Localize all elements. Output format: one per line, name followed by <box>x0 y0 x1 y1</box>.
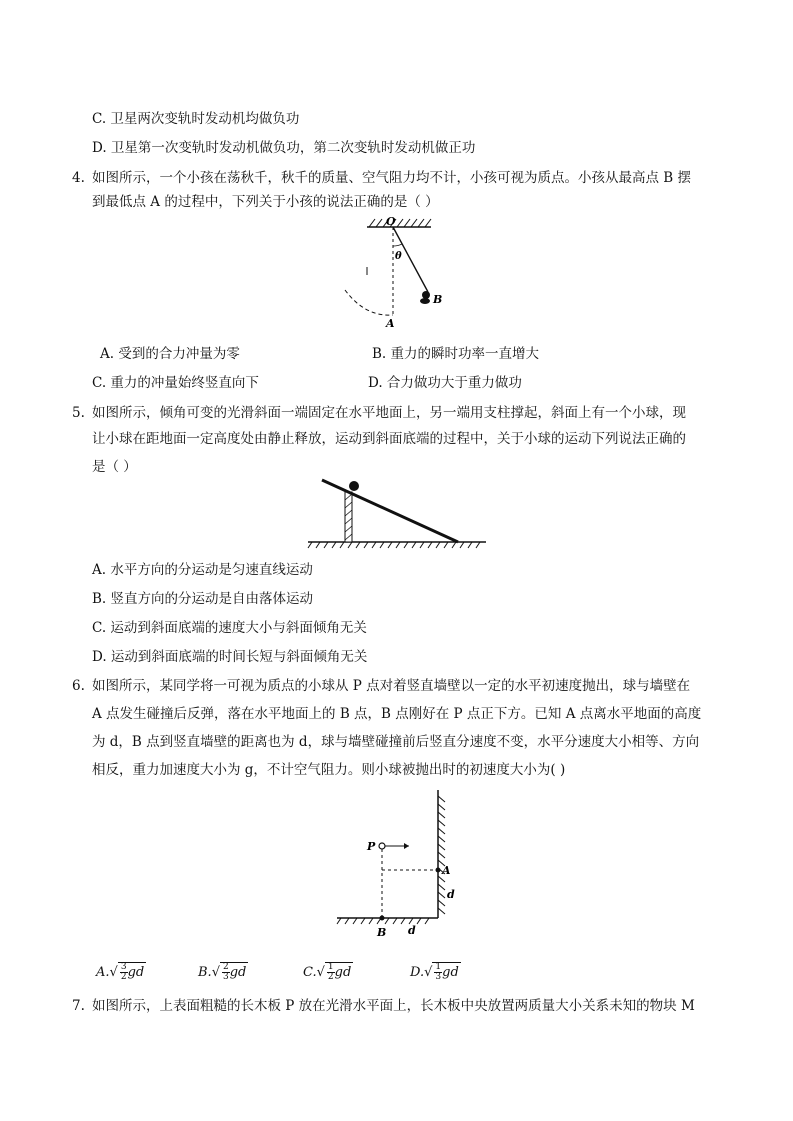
q5-option-c: C. 运动到斜面底端的速度大小与斜面倾角无关 <box>92 620 367 636</box>
q3-option-c: C. 卫星两次变轨时发动机均做负功 <box>92 111 300 127</box>
q6-label-d-vertical: d <box>447 888 455 901</box>
q4-option-d: D. 合力做功大于重力做功 <box>368 375 522 391</box>
q6-option-d: D.√ $\frac{1}{3}$ gd <box>410 962 459 982</box>
q6-number: 6. <box>72 678 85 694</box>
q6-wall-figure <box>335 790 465 950</box>
q4-label-o: O <box>386 215 396 228</box>
q5-incline-figure <box>308 474 488 550</box>
q6-label-b: B <box>377 926 387 939</box>
q4-label-theta: θ <box>395 251 402 262</box>
q4-swing-figure <box>355 215 455 330</box>
q6-option-b: B.√ $\frac{2}{3}$ gd <box>198 962 247 982</box>
q6-stem-line3: 为 d，B 点到竖直墙壁的距离也为 d，球与墙壁碰撞前后竖直分速度不变，水平分速度大小相等、方向 <box>92 734 700 750</box>
q4-option-c: C. 重力的冲量始终竖直向下 <box>92 375 259 391</box>
q6-label-p: P <box>367 840 376 853</box>
q4-number: 4. <box>72 170 85 186</box>
q6-label-a: A <box>442 864 451 877</box>
q6-stem-line4: 相反，重力加速度大小为 g，不计空气阻力。则小球被抛出时的初速度大小为( ) <box>92 762 566 778</box>
q7-number: 7. <box>72 998 85 1014</box>
q5-option-d: D. 运动到斜面底端的时间长短与斜面倾角无关 <box>92 649 368 665</box>
q5-stem-line2: 让小球在距地面一定高度处由静止释放，运动到斜面底端的过程中，关于小球的运动下列说法正确的 <box>92 431 686 447</box>
q6-label-d-horizontal: d <box>408 924 416 937</box>
q7-stem-line1: 如图所示，上表面粗糙的长木板 P 放在光滑水平面上，长木板中央放置两质量大小关系未知的物块 M <box>92 998 695 1014</box>
q6-stem-line2: A 点发生碰撞后反弹，落在水平地面上的 B 点，B 点刚好在 P 点正下方。已知 A 点离水平地面的高度 <box>92 706 702 722</box>
q4-label-a: A <box>386 317 395 330</box>
q6-option-a: A.√ $\frac{3}{2}$ gd <box>96 962 145 982</box>
q5-option-a: A. 水平方向的分运动是匀速直线运动 <box>92 562 313 578</box>
q6-stem-line1: 如图所示，某同学将一可视为质点的小球从 P 点对着竖直墙壁以一定的水平初速度抛出，球与墙壁在 <box>92 678 691 694</box>
q3-option-d: D. 卫星第一次变轨时发动机做负功，第二次变轨时发动机做正功 <box>92 140 476 156</box>
q5-stem-line1: 如图所示，倾角可变的光滑斜面一端固定在水平地面上，另一端用支柱撑起，斜面上有一个小球，现 <box>92 405 686 421</box>
q6-option-c: C.√ $\frac{1}{2}$ gd <box>303 962 352 982</box>
q4-option-b: B. 重力的瞬时功率一直增大 <box>372 346 540 362</box>
q5-stem-line3: 是（ ） <box>92 459 137 475</box>
q4-option-a: A. 受到的合力冲量为零 <box>100 346 240 362</box>
q4-label-b: B <box>433 293 443 306</box>
q4-stem-line2: 到最低点 A 的过程中，下列关于小孩的说法正确的是（ ） <box>92 194 439 210</box>
q5-option-b: B. 竖直方向的分运动是自由落体运动 <box>92 591 314 607</box>
q4-stem-line1: 如图所示，一个小孩在荡秋千，秋千的质量、空气阻力均不计，小孩可视为质点。小孩从最高点 B 摆 <box>92 170 692 186</box>
q5-number: 5. <box>72 405 85 421</box>
